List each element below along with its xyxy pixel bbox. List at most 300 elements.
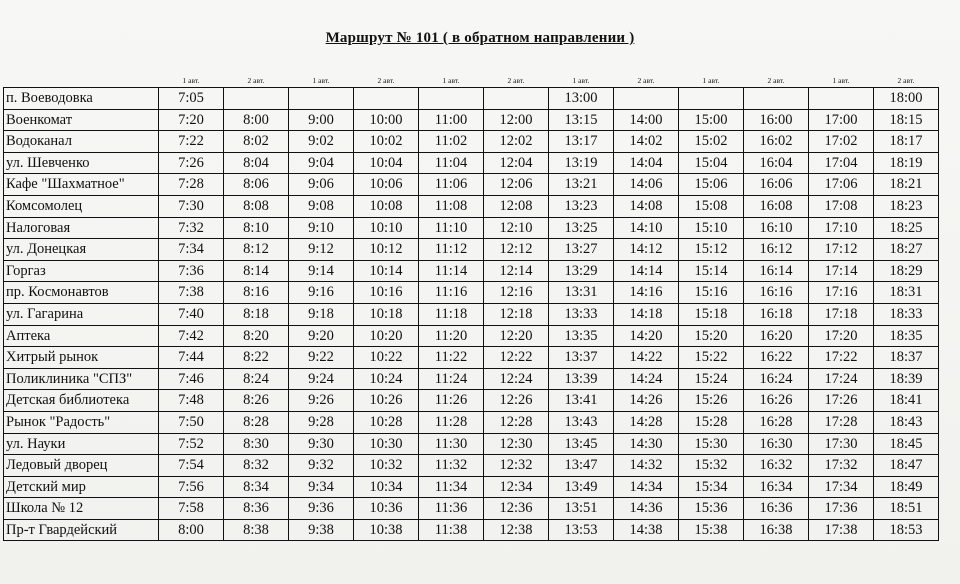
time-cell: 13:29 <box>549 260 614 282</box>
time-cell: 15:34 <box>679 476 744 498</box>
time-cell: 11:10 <box>419 217 484 239</box>
time-cell: 15:14 <box>679 260 744 282</box>
time-cell: 17:16 <box>809 282 874 304</box>
time-cell: 7:42 <box>159 325 224 347</box>
time-cell: 10:20 <box>354 325 419 347</box>
table-row <box>4 325 939 347</box>
table-row <box>4 303 939 325</box>
time-cell: 16:10 <box>744 217 809 239</box>
time-cell: 11:32 <box>419 455 484 477</box>
time-cell: 10:00 <box>354 109 419 131</box>
time-cell: 18:43 <box>874 411 939 433</box>
time-cell: 12:34 <box>484 476 549 498</box>
time-cell: 8:20 <box>224 325 289 347</box>
time-cell: 14:08 <box>614 195 679 217</box>
time-cell: 15:26 <box>679 390 744 412</box>
time-cell: 8:38 <box>224 519 289 541</box>
time-cell: 11:12 <box>419 239 484 261</box>
time-cell: 10:06 <box>354 174 419 196</box>
time-cell: 9:20 <box>289 325 354 347</box>
time-cell: 18:19 <box>874 152 939 174</box>
time-cell: 17:00 <box>809 109 874 131</box>
stop-name-cell: Налоговая <box>4 217 159 239</box>
time-cell: 11:22 <box>419 347 484 369</box>
stop-name-cell: ул. Гагарина <box>4 303 159 325</box>
time-cell: 7:44 <box>159 347 224 369</box>
time-cell: 8:22 <box>224 347 289 369</box>
time-cell: 13:15 <box>549 109 614 131</box>
time-cell: 12:36 <box>484 498 549 520</box>
time-cell: 9:00 <box>289 109 354 131</box>
time-cell: 11:28 <box>419 411 484 433</box>
stop-name-cell: Ледовый дворец <box>4 455 159 477</box>
time-cell: 13:47 <box>549 455 614 477</box>
bus-header: 2 авт. <box>637 76 655 85</box>
stop-name-cell: Кафе "Шахматное" <box>4 174 159 196</box>
stop-name-cell: ул. Донецкая <box>4 239 159 261</box>
time-cell: 15:06 <box>679 174 744 196</box>
stop-name-cell: Горгаз <box>4 260 159 282</box>
time-cell: 13:51 <box>549 498 614 520</box>
time-cell: 15:04 <box>679 152 744 174</box>
time-cell: 14:26 <box>614 390 679 412</box>
time-cell: 11:34 <box>419 476 484 498</box>
bus-header: 1 авт. <box>442 76 460 85</box>
time-cell: 8:26 <box>224 390 289 412</box>
time-cell: 11:02 <box>419 131 484 153</box>
time-cell: 18:53 <box>874 519 939 541</box>
stop-name-cell: Пр-т Гвардейский <box>4 519 159 541</box>
stop-name-cell: Поликлиника "СПЗ" <box>4 368 159 390</box>
stop-name-cell: Военкомат <box>4 109 159 131</box>
time-cell: 8:34 <box>224 476 289 498</box>
table-row <box>4 498 939 520</box>
table-row <box>4 88 939 110</box>
table-row <box>4 109 939 131</box>
time-cell: 15:08 <box>679 195 744 217</box>
bus-header: 2 авт. <box>377 76 395 85</box>
time-cell: 10:24 <box>354 368 419 390</box>
time-cell: 8:12 <box>224 239 289 261</box>
time-cell: 16:26 <box>744 390 809 412</box>
time-cell: 14:34 <box>614 476 679 498</box>
time-cell: 14:22 <box>614 347 679 369</box>
time-cell: 13:31 <box>549 282 614 304</box>
time-cell: 15:24 <box>679 368 744 390</box>
time-cell: 13:17 <box>549 131 614 153</box>
stop-name-cell: Комсомолец <box>4 195 159 217</box>
table-row <box>4 195 939 217</box>
time-cell: 14:38 <box>614 519 679 541</box>
time-cell: 16:30 <box>744 433 809 455</box>
time-cell: 7:46 <box>159 368 224 390</box>
header-row <box>4 68 939 88</box>
time-cell: 13:25 <box>549 217 614 239</box>
time-cell: 12:02 <box>484 131 549 153</box>
time-cell: 16:18 <box>744 303 809 325</box>
time-cell: 12:24 <box>484 368 549 390</box>
time-cell: 10:12 <box>354 239 419 261</box>
time-cell: 9:12 <box>289 239 354 261</box>
time-cell <box>809 88 874 110</box>
bus-header: 1 авт. <box>182 76 200 85</box>
time-cell: 18:31 <box>874 282 939 304</box>
time-cell: 13:43 <box>549 411 614 433</box>
time-cell: 10:02 <box>354 131 419 153</box>
time-cell: 15:02 <box>679 131 744 153</box>
table-row <box>4 217 939 239</box>
time-cell: 17:10 <box>809 217 874 239</box>
time-cell: 17:24 <box>809 368 874 390</box>
time-cell: 17:06 <box>809 174 874 196</box>
stop-name-cell: Аптека <box>4 325 159 347</box>
time-cell: 7:40 <box>159 303 224 325</box>
time-cell <box>419 88 484 110</box>
time-cell: 14:06 <box>614 174 679 196</box>
time-cell: 18:39 <box>874 368 939 390</box>
time-cell: 14:36 <box>614 498 679 520</box>
table-row <box>4 390 939 412</box>
time-cell: 8:32 <box>224 455 289 477</box>
time-cell: 7:28 <box>159 174 224 196</box>
time-cell: 18:41 <box>874 390 939 412</box>
table-row <box>4 239 939 261</box>
time-cell: 16:04 <box>744 152 809 174</box>
stop-name-cell: ул. Науки <box>4 433 159 455</box>
time-cell: 14:16 <box>614 282 679 304</box>
time-cell: 17:28 <box>809 411 874 433</box>
stop-name-cell: пр. Космонавтов <box>4 282 159 304</box>
time-cell: 8:06 <box>224 174 289 196</box>
time-cell: 18:00 <box>874 88 939 110</box>
time-cell: 17:20 <box>809 325 874 347</box>
time-cell: 18:45 <box>874 433 939 455</box>
time-cell: 16:00 <box>744 109 809 131</box>
time-cell: 12:14 <box>484 260 549 282</box>
time-cell: 17:38 <box>809 519 874 541</box>
time-cell: 14:10 <box>614 217 679 239</box>
time-cell: 9:28 <box>289 411 354 433</box>
time-cell: 9:26 <box>289 390 354 412</box>
table-row <box>4 411 939 433</box>
time-cell: 10:34 <box>354 476 419 498</box>
time-cell: 10:16 <box>354 282 419 304</box>
time-cell: 12:18 <box>484 303 549 325</box>
time-cell: 8:16 <box>224 282 289 304</box>
time-cell: 9:16 <box>289 282 354 304</box>
time-cell: 16:20 <box>744 325 809 347</box>
time-cell: 15:36 <box>679 498 744 520</box>
page-title: Маршрут № 101 ( в обратном направлении ) <box>325 30 635 46</box>
time-cell: 10:26 <box>354 390 419 412</box>
time-cell: 18:21 <box>874 174 939 196</box>
time-cell: 10:04 <box>354 152 419 174</box>
time-cell: 17:30 <box>809 433 874 455</box>
time-cell: 16:38 <box>744 519 809 541</box>
time-cell: 7:50 <box>159 411 224 433</box>
time-cell: 12:16 <box>484 282 549 304</box>
time-cell: 8:28 <box>224 411 289 433</box>
time-cell: 10:22 <box>354 347 419 369</box>
time-cell: 10:10 <box>354 217 419 239</box>
time-cell: 14:20 <box>614 325 679 347</box>
stop-name-cell: п. Воеводовка <box>4 88 159 110</box>
table-row <box>4 519 939 541</box>
time-cell: 11:14 <box>419 260 484 282</box>
time-cell: 7:26 <box>159 152 224 174</box>
time-cell: 7:38 <box>159 282 224 304</box>
time-cell: 11:00 <box>419 109 484 131</box>
bus-header: 2 авт. <box>897 76 915 85</box>
stop-name-cell: Школа № 12 <box>4 498 159 520</box>
bus-header: 1 авт. <box>572 76 590 85</box>
time-cell: 7:36 <box>159 260 224 282</box>
time-cell: 13:27 <box>549 239 614 261</box>
time-cell: 9:08 <box>289 195 354 217</box>
schedule-table <box>3 68 939 541</box>
time-cell: 12:10 <box>484 217 549 239</box>
time-cell: 9:10 <box>289 217 354 239</box>
time-cell: 17:04 <box>809 152 874 174</box>
time-cell: 18:15 <box>874 109 939 131</box>
time-cell: 15:38 <box>679 519 744 541</box>
time-cell: 14:12 <box>614 239 679 261</box>
time-cell: 7:48 <box>159 390 224 412</box>
time-cell: 9:02 <box>289 131 354 153</box>
time-cell: 11:06 <box>419 174 484 196</box>
time-cell: 8:18 <box>224 303 289 325</box>
time-cell: 18:25 <box>874 217 939 239</box>
stop-name-cell: Хитрый рынок <box>4 347 159 369</box>
header-corner <box>4 68 159 88</box>
time-cell: 17:34 <box>809 476 874 498</box>
time-cell: 13:39 <box>549 368 614 390</box>
time-cell: 15:30 <box>679 433 744 455</box>
bus-header: 2 авт. <box>767 76 785 85</box>
time-cell: 17:36 <box>809 498 874 520</box>
time-cell: 16:32 <box>744 455 809 477</box>
time-cell: 9:38 <box>289 519 354 541</box>
time-cell: 9:36 <box>289 498 354 520</box>
time-cell: 8:14 <box>224 260 289 282</box>
time-cell: 17:26 <box>809 390 874 412</box>
time-cell <box>289 88 354 110</box>
time-cell: 17:32 <box>809 455 874 477</box>
time-cell: 14:18 <box>614 303 679 325</box>
time-cell: 16:08 <box>744 195 809 217</box>
time-cell: 18:17 <box>874 131 939 153</box>
time-cell: 11:30 <box>419 433 484 455</box>
time-cell: 16:02 <box>744 131 809 153</box>
time-cell: 13:19 <box>549 152 614 174</box>
time-cell: 15:00 <box>679 109 744 131</box>
bus-header: 1 авт. <box>312 76 330 85</box>
table-row <box>4 131 939 153</box>
time-cell: 8:00 <box>224 109 289 131</box>
time-cell: 7:30 <box>159 195 224 217</box>
time-cell: 12:26 <box>484 390 549 412</box>
time-cell: 9:04 <box>289 152 354 174</box>
time-cell: 18:37 <box>874 347 939 369</box>
time-cell: 7:22 <box>159 131 224 153</box>
time-cell: 8:02 <box>224 131 289 153</box>
time-cell: 16:24 <box>744 368 809 390</box>
time-cell: 14:32 <box>614 455 679 477</box>
time-cell: 7:20 <box>159 109 224 131</box>
time-cell: 18:27 <box>874 239 939 261</box>
table-row <box>4 455 939 477</box>
time-cell: 13:45 <box>549 433 614 455</box>
time-cell: 8:24 <box>224 368 289 390</box>
time-cell <box>354 88 419 110</box>
time-cell: 17:02 <box>809 131 874 153</box>
time-cell <box>224 88 289 110</box>
time-cell: 11:04 <box>419 152 484 174</box>
stop-name-cell: ул. Шевченко <box>4 152 159 174</box>
time-cell: 14:28 <box>614 411 679 433</box>
time-cell: 15:10 <box>679 217 744 239</box>
time-cell: 18:23 <box>874 195 939 217</box>
time-cell: 16:36 <box>744 498 809 520</box>
time-cell: 18:47 <box>874 455 939 477</box>
time-cell: 11:16 <box>419 282 484 304</box>
time-cell: 14:14 <box>614 260 679 282</box>
time-cell: 10:28 <box>354 411 419 433</box>
time-cell: 12:06 <box>484 174 549 196</box>
time-cell: 7:34 <box>159 239 224 261</box>
time-cell: 12:28 <box>484 411 549 433</box>
time-cell: 18:35 <box>874 325 939 347</box>
time-cell: 18:49 <box>874 476 939 498</box>
time-cell: 12:20 <box>484 325 549 347</box>
time-cell: 14:02 <box>614 131 679 153</box>
time-cell: 10:36 <box>354 498 419 520</box>
time-cell: 11:24 <box>419 368 484 390</box>
time-cell <box>744 88 809 110</box>
time-cell: 8:04 <box>224 152 289 174</box>
time-cell: 12:12 <box>484 239 549 261</box>
table-row <box>4 152 939 174</box>
time-cell: 16:16 <box>744 282 809 304</box>
time-cell: 9:18 <box>289 303 354 325</box>
time-cell: 12:04 <box>484 152 549 174</box>
time-cell: 8:08 <box>224 195 289 217</box>
table-row <box>4 433 939 455</box>
time-cell: 15:32 <box>679 455 744 477</box>
time-cell: 12:08 <box>484 195 549 217</box>
time-cell: 9:34 <box>289 476 354 498</box>
time-cell: 14:30 <box>614 433 679 455</box>
time-cell: 16:14 <box>744 260 809 282</box>
time-cell: 10:08 <box>354 195 419 217</box>
time-cell: 12:22 <box>484 347 549 369</box>
schedule-body <box>4 88 939 541</box>
time-cell: 7:58 <box>159 498 224 520</box>
time-cell: 7:52 <box>159 433 224 455</box>
time-cell: 18:29 <box>874 260 939 282</box>
time-cell: 13:33 <box>549 303 614 325</box>
time-cell: 18:33 <box>874 303 939 325</box>
bus-header: 1 авт. <box>702 76 720 85</box>
time-cell: 13:21 <box>549 174 614 196</box>
stop-name-cell: Водоканал <box>4 131 159 153</box>
time-cell: 8:36 <box>224 498 289 520</box>
bus-header: 2 авт. <box>247 76 265 85</box>
table-row <box>4 260 939 282</box>
time-cell: 16:28 <box>744 411 809 433</box>
time-cell: 8:00 <box>159 519 224 541</box>
time-cell: 14:00 <box>614 109 679 131</box>
time-cell <box>679 88 744 110</box>
time-cell: 7:56 <box>159 476 224 498</box>
time-cell: 12:00 <box>484 109 549 131</box>
time-cell: 17:12 <box>809 239 874 261</box>
stop-name-cell: Детский мир <box>4 476 159 498</box>
time-cell: 9:06 <box>289 174 354 196</box>
time-cell: 7:54 <box>159 455 224 477</box>
time-cell: 11:26 <box>419 390 484 412</box>
table-row <box>4 174 939 196</box>
time-cell: 16:22 <box>744 347 809 369</box>
time-cell: 18:51 <box>874 498 939 520</box>
time-cell: 16:06 <box>744 174 809 196</box>
bus-header: 2 авт. <box>507 76 525 85</box>
time-cell: 9:30 <box>289 433 354 455</box>
time-cell: 14:04 <box>614 152 679 174</box>
time-cell: 10:14 <box>354 260 419 282</box>
time-cell: 14:24 <box>614 368 679 390</box>
time-cell: 13:41 <box>549 390 614 412</box>
time-cell: 12:38 <box>484 519 549 541</box>
time-cell: 15:28 <box>679 411 744 433</box>
table-row <box>4 368 939 390</box>
table-row <box>4 476 939 498</box>
time-cell: 17:18 <box>809 303 874 325</box>
time-cell: 12:30 <box>484 433 549 455</box>
time-cell: 9:22 <box>289 347 354 369</box>
time-cell: 11:38 <box>419 519 484 541</box>
time-cell: 15:12 <box>679 239 744 261</box>
time-cell <box>614 88 679 110</box>
time-cell: 12:32 <box>484 455 549 477</box>
time-cell: 13:49 <box>549 476 614 498</box>
time-cell: 15:16 <box>679 282 744 304</box>
time-cell: 13:35 <box>549 325 614 347</box>
time-cell: 9:24 <box>289 368 354 390</box>
time-cell: 13:00 <box>549 88 614 110</box>
time-cell: 10:38 <box>354 519 419 541</box>
time-cell: 17:14 <box>809 260 874 282</box>
time-cell: 16:34 <box>744 476 809 498</box>
time-cell: 16:12 <box>744 239 809 261</box>
time-cell: 11:18 <box>419 303 484 325</box>
bus-header: 1 авт. <box>832 76 850 85</box>
time-cell: 10:18 <box>354 303 419 325</box>
time-cell: 9:14 <box>289 260 354 282</box>
time-cell: 17:08 <box>809 195 874 217</box>
time-cell: 8:30 <box>224 433 289 455</box>
time-cell: 7:32 <box>159 217 224 239</box>
time-cell: 13:37 <box>549 347 614 369</box>
time-cell: 15:20 <box>679 325 744 347</box>
time-cell: 17:22 <box>809 347 874 369</box>
table-row <box>4 347 939 369</box>
stop-name-cell: Детская библиотека <box>4 390 159 412</box>
time-cell <box>484 88 549 110</box>
time-cell: 15:18 <box>679 303 744 325</box>
table-row <box>4 282 939 304</box>
time-cell: 13:23 <box>549 195 614 217</box>
